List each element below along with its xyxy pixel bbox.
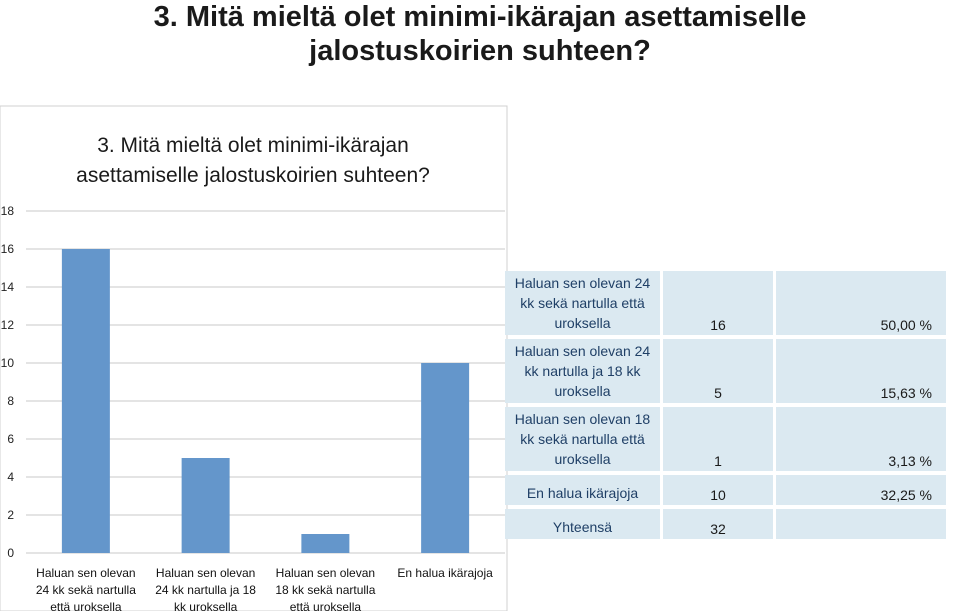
row-label-line: uroksella (554, 383, 611, 399)
slide-title-line1: 3. Mitä mieltä olet minimi-ikärajan asettamiselle (153, 1, 807, 33)
results-table (505, 271, 955, 543)
row-count: 10 (663, 475, 773, 505)
row-label-line: uroksella (554, 315, 611, 331)
row-label-line: Haluan sen olevan 18 (514, 411, 651, 427)
table-row (505, 271, 955, 335)
bar (182, 458, 230, 553)
table-row (505, 339, 955, 403)
row-label (505, 475, 660, 505)
row-label (505, 407, 660, 471)
row-label-line: kk sekä nartulla että (520, 295, 645, 311)
row-percent: 50,00 % (776, 271, 946, 335)
y-tick-label: 0 (7, 546, 14, 560)
row-label-line: En halua ikärajoja (526, 485, 639, 501)
row-label-line: Yhteensä (552, 519, 613, 535)
row-percent: 15,63 % (776, 339, 946, 403)
x-tick-label: 18 kk sekä nartulla (275, 583, 376, 597)
chart-title-line: asettamiselle jalostuskoirien suhteen? (76, 164, 430, 187)
row-count: 1 (663, 407, 773, 471)
x-tick-label: Haluan sen olevan (36, 566, 136, 580)
row-label-line: Haluan sen olevan 24 (514, 275, 651, 291)
y-tick-label: 10 (0, 356, 14, 370)
slide-title-line2: jalostuskoirien suhteen? (309, 35, 651, 67)
y-tick-label: 18 (0, 204, 14, 218)
row-percent (776, 509, 946, 539)
x-tick-label: En halua ikärajoja (397, 566, 493, 580)
row-count: 5 (663, 339, 773, 403)
y-tick-label: 6 (7, 432, 14, 446)
y-tick-label: 4 (7, 470, 14, 484)
x-tick-label: 24 kk nartulla ja 18 (155, 583, 256, 597)
x-tick-label: Haluan sen olevan (155, 566, 256, 580)
table-row (505, 475, 955, 505)
row-label-line: uroksella (554, 451, 611, 467)
row-label (505, 271, 660, 335)
row-label-line: Haluan sen olevan 24 (514, 343, 651, 359)
row-label-line: kk sekä nartulla että (520, 431, 645, 447)
y-tick-label: 8 (7, 394, 14, 408)
x-tick-label: 24 kk sekä nartulla (35, 583, 136, 597)
row-count: 32 (663, 509, 773, 539)
bar (62, 249, 110, 553)
y-tick-label: 14 (0, 280, 14, 294)
table-row (505, 407, 955, 471)
x-tick-label: Haluan sen olevan (275, 566, 376, 580)
bar (421, 363, 469, 553)
table-row (505, 509, 955, 539)
row-percent: 32,25 % (776, 475, 946, 505)
row-label-line: kk nartulla ja 18 kk (524, 363, 641, 379)
row-label (505, 509, 660, 539)
x-tick-label: että uroksella (50, 600, 122, 611)
row-count: 16 (663, 271, 773, 335)
y-tick-label: 2 (7, 508, 14, 522)
y-tick-label: 16 (0, 242, 14, 256)
bar (301, 534, 349, 553)
x-tick-label: että uroksella (289, 600, 362, 611)
row-percent: 3,13 % (776, 407, 946, 471)
chart-title-line: 3. Mitä mieltä olet minimi-ikärajan (97, 134, 409, 157)
row-label (505, 339, 660, 403)
x-tick-label: kk uroksella (173, 600, 238, 611)
y-tick-label: 12 (0, 318, 14, 332)
